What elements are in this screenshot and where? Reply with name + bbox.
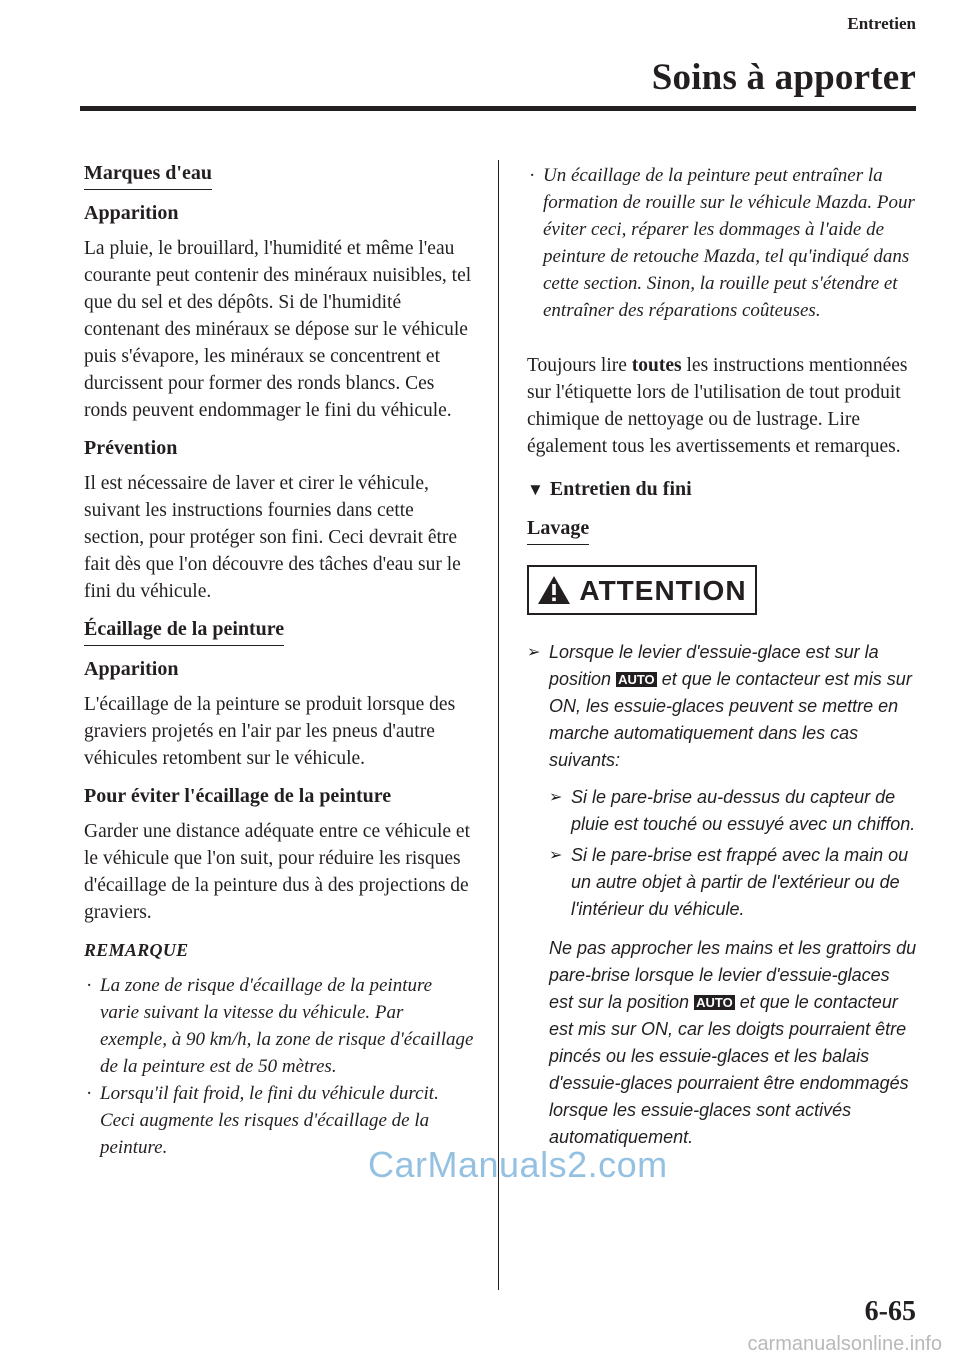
heading-washing: Lavage	[527, 515, 589, 545]
heading-finish-care	[527, 476, 917, 503]
page-title: Soins à apporter	[651, 57, 916, 98]
text-span: Si le pare-brise est frappé avec la main ou un autre objet à partir de l'extérieur ou de l'intérieur du véhicule.	[571, 845, 909, 919]
auto-symbol: AUTO	[696, 995, 733, 1010]
note-text: Lorsqu'il fait froid, le fini du véhicule durcit. Ceci augmente les risques d'écaillage de la peinture.	[100, 1083, 439, 1158]
section-header: Entretien	[847, 14, 916, 33]
chevron-right-icon: ➢	[549, 847, 563, 864]
auto-symbol: AUTO	[618, 672, 655, 687]
text-span: Ne pas approcher les mains et les grattoirs du pare-brise lorsque le levier d'essuie-glaces est sur la position	[549, 938, 917, 1012]
note-item	[527, 162, 917, 324]
subheading-prevention: Prévention	[84, 437, 178, 459]
paragraph-avoid-chipping: Garder une distance adéquate entre ce véhicule et le véhicule que l'on suit, pour réduire les risques d'écaillage de la peinture dus à des projections de graviers.	[84, 821, 470, 923]
heading-paint-chipping: Écaillage de la peinture	[84, 616, 284, 646]
subheading-avoid-chipping: Pour éviter l'écaillage de la peinture	[84, 785, 392, 807]
paragraph-chemicals	[527, 352, 917, 460]
heading-text: Entretien du fini	[549, 478, 692, 500]
text-span: et que le contacteur est mis sur ON, car les doigts pourraient être pincés ou les essuie-glaces et les balais d'essuie-glaces pourraient être endommagés lorsque les essuie-glaces sont activés automatiquement.	[549, 992, 909, 1147]
heading-water-marks: Marques d'eau	[84, 160, 212, 190]
text-span: et que le contacteur est mis sur ON, les essuie-glaces peuvent se mettre en marche automatiquement dans les cas suivants:	[549, 669, 912, 770]
attention-label: ATTENTION	[579, 574, 747, 606]
text-span: les instructions mentionnées sur l'étiquette lors de l'utilisation de tout produit chimique de nettoyage ou de lustrage. Lire également tous les avertissements et remarques.	[527, 355, 908, 457]
warning-triangle-icon	[537, 575, 571, 605]
column-divider	[498, 160, 499, 1290]
paragraph-chipping: L'écaillage de la peinture se produit lorsque des graviers projetés en l'air par les pneus d'autre véhicules retombent sur le véhicule.	[84, 694, 456, 769]
attention-box	[527, 565, 757, 615]
note-text: Un écaillage de la peinture peut entraîner la formation de rouille sur le véhicule Mazda. Pour éviter ceci, réparer les dommages à l'aide de peinture de retouche Mazda, tel qu'indiqué dans cette section. Sinon, la rouille peut s'étendre et entraîner des réparations coûteuses.	[543, 165, 915, 321]
watermark-carmanuals2: CarManuals2.com	[368, 1144, 668, 1185]
caution-sub-bullet	[527, 784, 917, 838]
text-span: Si le pare-brise au-dessus du capteur de pluie est touché ou essuyé avec un chiffon.	[571, 787, 916, 834]
right-column	[527, 162, 917, 1151]
text-span: Lorsque le levier d'essuie-glace est sur la position	[549, 642, 879, 689]
triangle-down-icon: ▼	[527, 480, 544, 499]
page-number: 6-65	[864, 1296, 916, 1327]
header-rule	[80, 106, 916, 111]
paragraph-water-marks: La pluie, le brouillard, l'humidité et même l'eau courante peut contenir des minéraux nuisibles, tel que du sel et des dépôts. Si de l'humidité contenant des minéraux se dépose sur le véhicule puis s'évapore, les minéraux se concentrent et durcissent pour former des ronds blancs. Ces ronds peuvent endommager le fini du véhicule.	[84, 238, 472, 421]
text-span: Toujours lire	[527, 355, 627, 376]
subheading-appearance: Apparition	[84, 202, 179, 224]
caution-paragraph	[527, 935, 917, 1151]
subheading-appearance-2: Apparition	[84, 658, 179, 680]
note-item	[84, 972, 474, 1080]
bullet-dot-icon: ·	[529, 165, 536, 186]
bullet-dot-icon: ·	[86, 975, 93, 996]
chevron-right-icon: ➢	[549, 789, 563, 806]
caution-bullet	[527, 639, 917, 774]
note-text: La zone de risque d'écaillage de la peinture varie suivant la vitesse du véhicule. Par exemple, à 90 km/h, la zone de risque d'écaillage de la peinture est de 50 mètres.	[100, 975, 474, 1077]
caution-sub-bullet	[527, 842, 917, 923]
chevron-right-icon: ➢	[527, 644, 541, 661]
watermark-carmanualsonline: carmanualsonline.info	[747, 1333, 942, 1355]
bullet-dot-icon: ·	[86, 1083, 93, 1104]
left-column	[84, 160, 474, 1161]
emphasis-text: toutes	[631, 355, 682, 376]
note-title: REMARQUE	[84, 940, 189, 960]
paragraph-prevention: Il est nécessaire de laver et cirer le véhicule, suivant les instructions fournies dans cette section, pour protéger son fini. Ceci devrait être fait dès que l'on découvre des tâches d'eau sur le fini du véhicule.	[84, 473, 461, 602]
